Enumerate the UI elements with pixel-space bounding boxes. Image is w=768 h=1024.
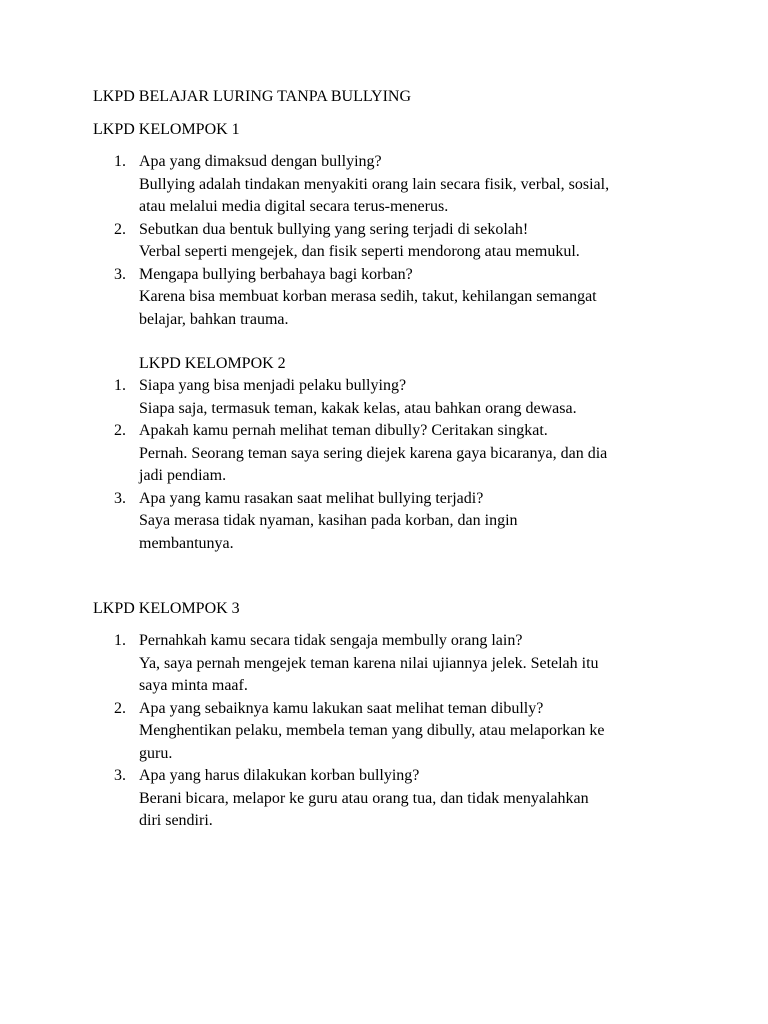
answer-line: diri sendiri. (139, 812, 213, 829)
answer-line: saya minta maaf. (139, 677, 248, 694)
list-item (114, 264, 699, 332)
question-text: Sebutkan dua bentuk bullying yang sering terjadi di sekolah! (139, 220, 529, 238)
list-item (114, 219, 699, 264)
section-heading-kelompok-1: LKPD KELOMPOK 1 (93, 121, 240, 138)
item-number: 1. (114, 632, 126, 649)
question-text: Apakah kamu pernah melihat teman dibully? Ceritakan singkat. (139, 422, 548, 439)
answer-line: belajar, bahkan trauma. (139, 310, 289, 328)
question-text: Apa yang kamu rasakan saat melihat bullying terjadi? (139, 489, 484, 507)
list-item (114, 151, 699, 219)
document-title: LKPD BELAJAR LURING TANPA BULLYING (93, 88, 412, 105)
question-list-kelompok-1 (114, 151, 699, 331)
list-item (114, 698, 699, 766)
list-item (114, 630, 699, 698)
question-text: Apa yang sebaiknya kamu lakukan saat melihat teman dibully? (139, 699, 544, 717)
answer-line: atau melalui media digital secara terus-menerus. (139, 198, 449, 215)
list-item (114, 375, 699, 420)
answer-line: Karena bisa membuat korban merasa sedih, takut, kehilangan semangat (139, 288, 597, 305)
list-item (114, 765, 699, 833)
item-number: 1. (114, 153, 126, 170)
answer-line: membantunya. (139, 534, 234, 552)
answer-line: Bullying adalah tindakan menyakiti orang lain secara fisik, verbal, sosial, (139, 175, 610, 193)
item-number: 2. (114, 220, 126, 238)
item-number: 3. (114, 767, 126, 784)
question-text: Mengapa bullying berbahaya bagi korban? (139, 265, 413, 283)
section-heading-kelompok-3: LKPD KELOMPOK 3 (93, 600, 240, 617)
question-text: Pernahkah kamu secara tidak sengaja membully orang lain? (139, 632, 523, 649)
item-number: 1. (114, 377, 126, 394)
section-heading-kelompok-2: LKPD KELOMPOK 2 (139, 355, 286, 372)
question-text: Siapa yang bisa menjadi pelaku bullying? (139, 377, 407, 394)
question-list-kelompok-3 (114, 630, 699, 833)
answer-line: Menghentikan pelaku, membela teman yang dibully, atau melaporkan ke (139, 722, 605, 739)
question-list-kelompok-2 (114, 375, 699, 555)
item-number: 3. (114, 265, 126, 283)
item-number: 2. (114, 422, 126, 439)
answer-line: jadi pendiam. (139, 467, 227, 484)
list-item (114, 420, 699, 488)
answer-line: Ya, saya pernah mengejek teman karena nilai ujiannya jelek. Setelah itu (139, 654, 599, 672)
question-text: Apa yang harus dilakukan korban bullying? (139, 767, 420, 784)
answer-line: Pernah. Seorang teman saya sering diejek karena gaya bicaranya, dan dia (139, 444, 608, 462)
answer-line: Verbal seperti mengejek, dan fisik seperti mendorong atau memukul. (139, 243, 580, 260)
answer-line: guru. (139, 744, 173, 762)
item-number: 2. (114, 699, 126, 717)
item-number: 3. (114, 489, 126, 507)
question-text: Apa yang dimaksud dengan bullying? (139, 153, 382, 170)
answer-line: Saya merasa tidak nyaman, kasihan pada korban, dan ingin (139, 512, 518, 529)
answer-line: Berani bicara, melapor ke guru atau orang tua, dan tidak menyalahkan (139, 789, 589, 807)
list-item (114, 488, 699, 556)
answer-line: Siapa saja, termasuk teman, kakak kelas, atau bahkan orang dewasa. (139, 399, 577, 417)
